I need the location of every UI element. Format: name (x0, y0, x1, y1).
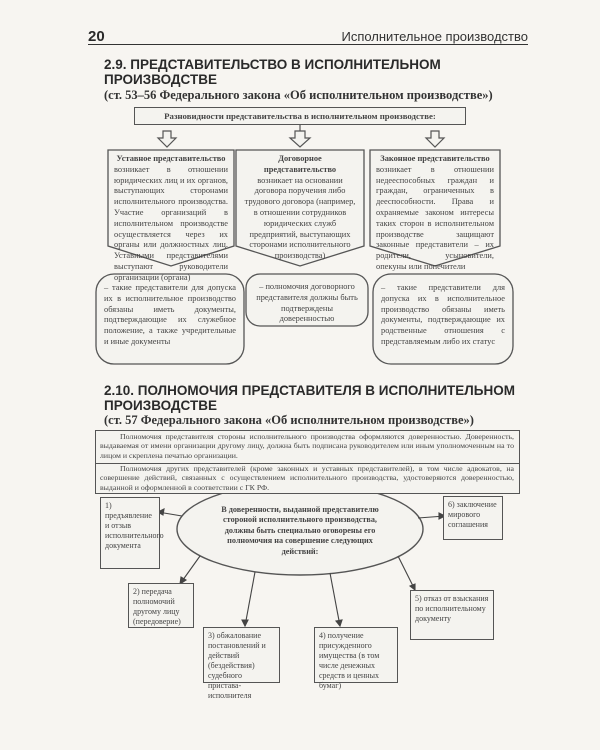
type-name: Уставное представительство (116, 154, 226, 163)
action-text: 1) предъявление и отзыв исполнительного документа (105, 501, 164, 550)
type-contractual (242, 154, 358, 262)
running-title: Исполнительное производство (341, 29, 528, 44)
types-label: Разновидности представительства в исполнительном производстве: (164, 111, 436, 121)
note-statutory: – такие представители для допуска их в исполнительное производство обязаны иметь документы, подтверждающие их служебное положение, а также учредительные и иные документы (104, 283, 236, 346)
action-text: 5) отказ от взыскания по исполнительному документу (415, 594, 489, 623)
section-2-9-subtitle: (ст. 53–56 Федерального закона «Об исполнительном производстве») (104, 88, 493, 102)
ellipse-text: В доверенности, выданной представителю стороной исполнительного производства, должны быть специально оговорены его полномочия на совершение следующих действий: (221, 505, 379, 556)
page-number: 20 (88, 28, 105, 45)
action-box-2 (128, 583, 194, 628)
note-legal: – такие представители для допуска их в исполнительное производство обязаны иметь документы, подтверждающие их родственные отношения с представляемым либо их статус (381, 283, 505, 346)
action-text: 6) заключение мирового соглашения (448, 500, 497, 529)
section-2-10-subtitle: (ст. 57 Федерального закона «Об исполнительном производстве») (104, 413, 474, 427)
section-2-10-title-line1: 2.10. ПОЛНОМОЧИЯ ПРЕДСТАВИТЕЛЯ В ИСПОЛНИТЕЛЬНОМ (104, 383, 515, 398)
type-name: Законное представительство (380, 154, 490, 163)
type-text: возникает в отношении недееспособных граждан и граждан, ограниченных в дееспособности. Права и охраняемые законом интересы таких сторон в исполнительном производстве защищают законные представители – их родители, усыновители, опекуны или попечители (376, 164, 494, 271)
type-statutory (114, 154, 228, 284)
type-name: Договорное представительство (263, 154, 337, 174)
action-box-1 (100, 497, 164, 569)
action-box-4 (314, 627, 398, 690)
down-arrow-icon (158, 131, 444, 147)
action-box-3 (203, 627, 280, 700)
types-label-box (134, 107, 466, 125)
section-2-9-title-line2: ПРОИЗВОДСТВЕ (104, 72, 217, 87)
action-text: 3) обжалование постановлений и действий (бездействия) судебного пристава-исполнителя (208, 631, 266, 700)
powers-para2: Полномочия других представителей (кроме законных и уставных представителей), в том числе адвокатов, на совершение действий, связанных с осуществлением исполнительного производства, удостоверяются доверенностью, выданной и оформленной в соответствии с ГК РФ. (100, 464, 514, 492)
action-text: 2) передача полномочий другому лицу (передоверие) (133, 587, 181, 626)
powers-para1: Полномочия представителя стороны исполнительного производства оформляются доверенностью. Доверенность, выдаваемая от имени организации другому лицу, должна быть подписана руководителем или иным уполномоченным на то лицом и скреплена печатью организации. (100, 432, 514, 460)
action-box-6 (443, 496, 503, 540)
action-text: 4) получение присужденного имущества (в том числе денежных средств и ценных бумаг) (319, 631, 380, 690)
type-text: возникает в отношении юридических лиц и их органов, выступающих сторонами исполнительного производства. Участие организаций в исполнительном производстве осуществляется через их органы или должностных лиц. Уставными представителями выступают руководители организации (органа) (114, 164, 228, 282)
type-legal (376, 154, 494, 273)
type-text: возникает на основании договора поручения либо трудового договора (например, в отношении сотрудников юридических служб предприятий, выступающих сторонами исполнительного производства) (244, 175, 356, 261)
note-contractual: – полномочия договорного представителя должны быть подтверждены доверенностью (256, 282, 358, 324)
section-2-9-title-line1: 2.9. ПРЕДСТАВИТЕЛЬСТВО В ИСПОЛНИТЕЛЬНОМ (104, 57, 441, 72)
section-2-10-title-line2: ПРОИЗВОДСТВЕ (104, 398, 217, 413)
action-box-5 (410, 590, 494, 640)
